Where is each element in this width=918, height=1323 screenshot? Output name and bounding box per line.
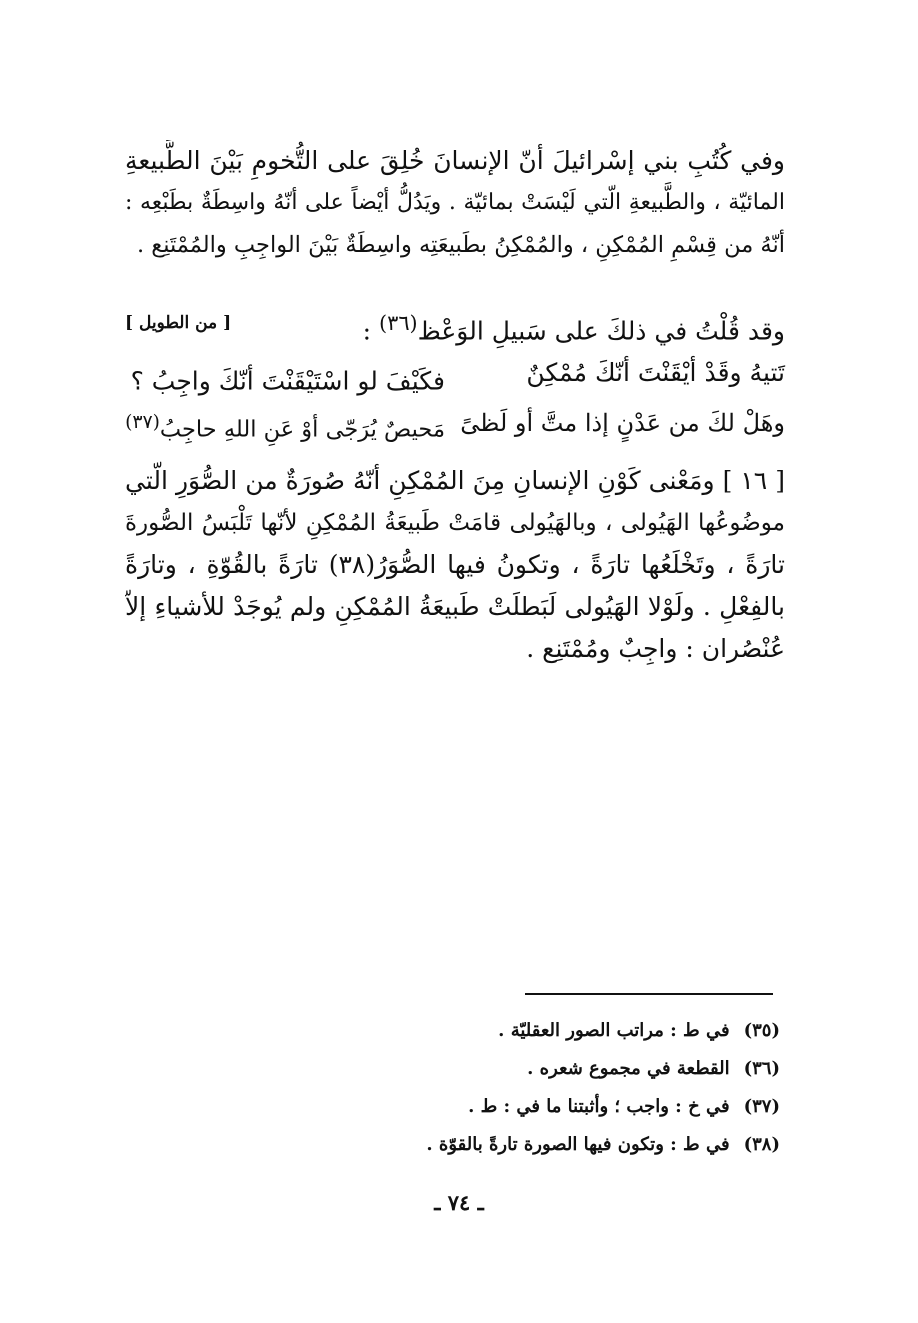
footnote-number: (٣٨) [743,1134,780,1155]
footnote-number: (٣٥) [743,1020,780,1041]
footnote-item [125,1088,780,1126]
page-number: ـ ٧٤ ـ [434,1190,484,1215]
text-line: [ ١٦ ] ومَعْنى كَوْنِ الإنسانِ مِنَ المُمْكِنِ أنّهُ صُورَةٌ من الصُّوَرِ الّتي [125,466,785,495]
footnote-text: في ط : وتكون فيها الصورة تارةً بالقوّة . [426,1134,730,1155]
text-line: تارَةً ، وتَخْلَعُها تارَةً ، وتكونُ فيها الصُّوَرُ(٣٨) تارَةً بالقُوّةِ ، وتارَةً [125,550,785,579]
text-line: المائيّة ، والطَّبيعةِ الّتي لَيْسَتْ بمائيّة . ويَدُلُّ أيْضاً على أنّهُ واسِطَةٌ بطَبْعِه : [125,190,785,215]
poem-verse [125,352,785,394]
text-line: عُنْصُران : واجِبٌ ومُمْتَنِع . [526,634,785,663]
poem-introduction [125,302,785,344]
footnotes [125,1012,780,1164]
footnote-text: في خ : واجب ؛ وأثبتنا ما في : ط . [468,1096,730,1117]
intro-colon: : [362,316,379,346]
verse-second-text: مَحيصٌ يُرَجّى أوْ عَنِ اللهِ حاجِبُ [159,416,445,443]
text-line: موضُوعُها الهَيُولى ، وبالهَيُولى قامَتْ طَبيعَةُ المُمْكِنِ لأنّها تَلْبَسُ الصُّورةَ [125,510,785,536]
footnote-ref: (٣٦) [379,311,418,335]
footnote-number: (٣٦) [743,1058,780,1079]
verse-first-hemistich: وهَلْ لكَ من عَدْنٍ إذا متَّ أو لَظىً [460,409,785,437]
text-line: وفي كُتُبِ بني إسْرائيلَ أنّ الإنسانَ خُلِقَ على التُّخومِ بَيْنَ الطَّبيعةِ [125,146,785,175]
footnote-ref: (٣٧) [125,412,160,433]
text-line: بالفِعْلِ . ولَوْلا الهَيُولى لَبَطلَتْ طَبيعَةُ المُمْكِنِ ولم يُوجَدْ للأشياءِ إلاّ [125,592,785,621]
text-line: أنّهُ من قِسْمِ المُمْكِنِ ، والمُمْكِنُ بطَبيعَتِه واسِطَةٌ بَيْنَ الواجِبِ والمُمْتَنِع . [136,232,785,258]
footnote-item [125,1126,780,1164]
verse-second-text: فكَيْفَ لو اسْتَيْقَنْتَ أنّكَ واجِبُ ؟ [130,366,445,396]
footnote-item [125,1012,780,1050]
intro-text: وقد قُلْتُ في ذلكَ على سَبيلِ الوَعْظ [417,316,785,346]
verse-second-hemistich [125,352,445,402]
verse-second-hemistich [125,402,445,451]
paragraph-1 [125,140,785,266]
footnote-text: في ط : مراتب الصور العقليّة . [498,1020,730,1041]
intro-line [363,302,785,352]
footnote-item [125,1050,780,1088]
footnote-divider [525,993,773,995]
poem-meter-label: [ من الطويل ] [125,313,232,333]
verse-first-hemistich: تَتيهُ وقَدْ أيْقَنْتَ أنّكَ مُمْكِنٌ [526,358,785,387]
paragraph-2 [125,460,785,670]
footnote-number: (٣٧) [743,1096,780,1117]
poem-verse [125,402,785,444]
footnote-text: القطعة في مجموع شعره . [527,1058,730,1079]
